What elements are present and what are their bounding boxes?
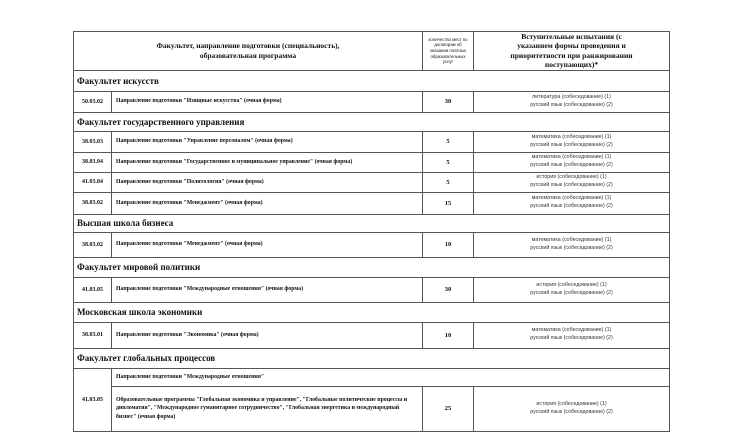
- exam-1: математика (собеседование) (1): [531, 195, 612, 202]
- section-title: Факультет искусств: [74, 70, 670, 91]
- exams-cell: [474, 386, 670, 431]
- exams-cell: [474, 232, 670, 257]
- exams-cell: [474, 277, 670, 302]
- program-cell: Направление подготовки "Международные отношения" (очная форма): [112, 277, 423, 302]
- exam-2: русский язык (собеседование) (2): [530, 101, 613, 108]
- exam-1: математика (собеседование) (1): [531, 327, 612, 334]
- table-row: [74, 152, 670, 172]
- exams-cell: [474, 192, 670, 214]
- section-row: [74, 112, 670, 131]
- count-cell: 5: [423, 152, 474, 172]
- header-faculty: Факультет, направление подготовки (специальность), образовательная программа: [74, 32, 423, 71]
- exams-cell: [474, 322, 670, 348]
- count-cell: 10: [423, 322, 474, 348]
- exam-1: история (собеседование) (1): [536, 281, 607, 288]
- table-row: [74, 172, 670, 192]
- exam-1: история (собеседование) (1): [536, 400, 607, 407]
- table-row: [74, 368, 670, 386]
- section-row: [74, 214, 670, 232]
- code-cell: 50.03.02: [74, 91, 112, 112]
- section-title: Высшая школа бизнеса: [74, 214, 670, 232]
- section-title: Факультет государственного управления: [74, 112, 670, 131]
- exams-cell: [474, 131, 670, 152]
- exam-2: русский язык (собеседование) (2): [530, 182, 613, 188]
- exam-2: русский язык (собеседование) (2): [530, 244, 613, 251]
- exams-cell: [474, 172, 670, 192]
- table-header: [74, 32, 670, 71]
- section-row: [74, 348, 670, 368]
- code-cell: 41.03.05: [74, 368, 112, 431]
- count-cell: 5: [423, 131, 474, 152]
- table-row: [74, 131, 670, 152]
- count-cell: 30: [423, 277, 474, 302]
- exam-1: литература (собеседование) (1): [532, 93, 611, 100]
- program-cell: Направление подготовки "Государственное и муниципальное управление" (очная форма): [112, 152, 423, 172]
- code-cell: 41.03.04: [74, 172, 112, 192]
- code-cell: 38.03.02: [74, 232, 112, 257]
- table-row: [74, 386, 670, 431]
- exams-cell: [474, 152, 670, 172]
- header-places: количество мест по договорам об оказании платных образовательных услуг: [423, 32, 474, 71]
- count-cell: 25: [423, 386, 474, 431]
- exams-cell: [474, 91, 670, 112]
- count-cell: 15: [423, 192, 474, 214]
- code-cell: 38.03.03: [74, 131, 112, 152]
- exam-1: математика (собеседование) (1): [531, 236, 612, 243]
- table-row: [74, 232, 670, 257]
- section-row: [74, 257, 670, 277]
- table-row: [74, 322, 670, 348]
- program-cell: Образовательные программы "Глобальная экономика и управление", "Глобальные политические процессы и дипломатия", "Международное гуманитарное сотрудничество", "Глобальная энергетика и международный бизнес" (очная форма): [112, 386, 423, 431]
- count-cell: 30: [423, 91, 474, 112]
- program-cell: Направление подготовки "Менеджмент" (очная форма): [112, 232, 423, 257]
- count-cell: 5: [423, 172, 474, 192]
- program-cell: Направление подготовки "Экономика" (очная форма): [112, 322, 423, 348]
- exam-2: русский язык (собеседование) (2): [530, 141, 613, 148]
- code-cell: 38.03.04: [74, 152, 112, 172]
- header-exams: Вступительные испытания (с указанием формы проведения и приоритетности при ранжировании поступающих)*: [474, 32, 670, 71]
- exam-1: математика (собеседование) (1): [531, 133, 612, 140]
- program-cell: Направление подготовки "Менеджмент" (очная форма): [112, 192, 423, 214]
- exam-2: русский язык (собеседование) (2): [530, 335, 613, 341]
- program-cell: Направление подготовки "Политология" (очная форма): [112, 172, 423, 192]
- code-cell: 41.03.05: [74, 277, 112, 302]
- exam-1: история (собеседование) (1): [536, 174, 607, 181]
- admission-table: [73, 31, 670, 432]
- section-row: [74, 70, 670, 91]
- section-title: Московская школа экономики: [74, 302, 670, 322]
- section-row: [74, 302, 670, 322]
- section-title: Факультет мировой политики: [74, 257, 670, 277]
- exam-2: русский язык (собеседование) (2): [530, 408, 613, 415]
- exam-2: русский язык (собеседование) (2): [530, 203, 613, 209]
- code-cell: 38.03.02: [74, 192, 112, 214]
- direction-cell: Направление подготовки "Международные отношения": [112, 368, 670, 386]
- table-row: [74, 192, 670, 214]
- table-row: [74, 91, 670, 112]
- code-cell: 38.03.01: [74, 322, 112, 348]
- section-title: Факультет глобальных процессов: [74, 348, 670, 368]
- exam-1: математика (собеседование) (1): [531, 154, 612, 161]
- table-row: [74, 277, 670, 302]
- exam-2: русский язык (собеседование) (2): [530, 162, 613, 168]
- count-cell: 10: [423, 232, 474, 257]
- program-cell: Направление подготовки "Изящные искусства" (очная форма): [112, 91, 423, 112]
- program-cell: Направление подготовки "Управление персоналом" (очная форма): [112, 131, 423, 152]
- exam-2: русский язык (собеседование) (2): [530, 289, 613, 296]
